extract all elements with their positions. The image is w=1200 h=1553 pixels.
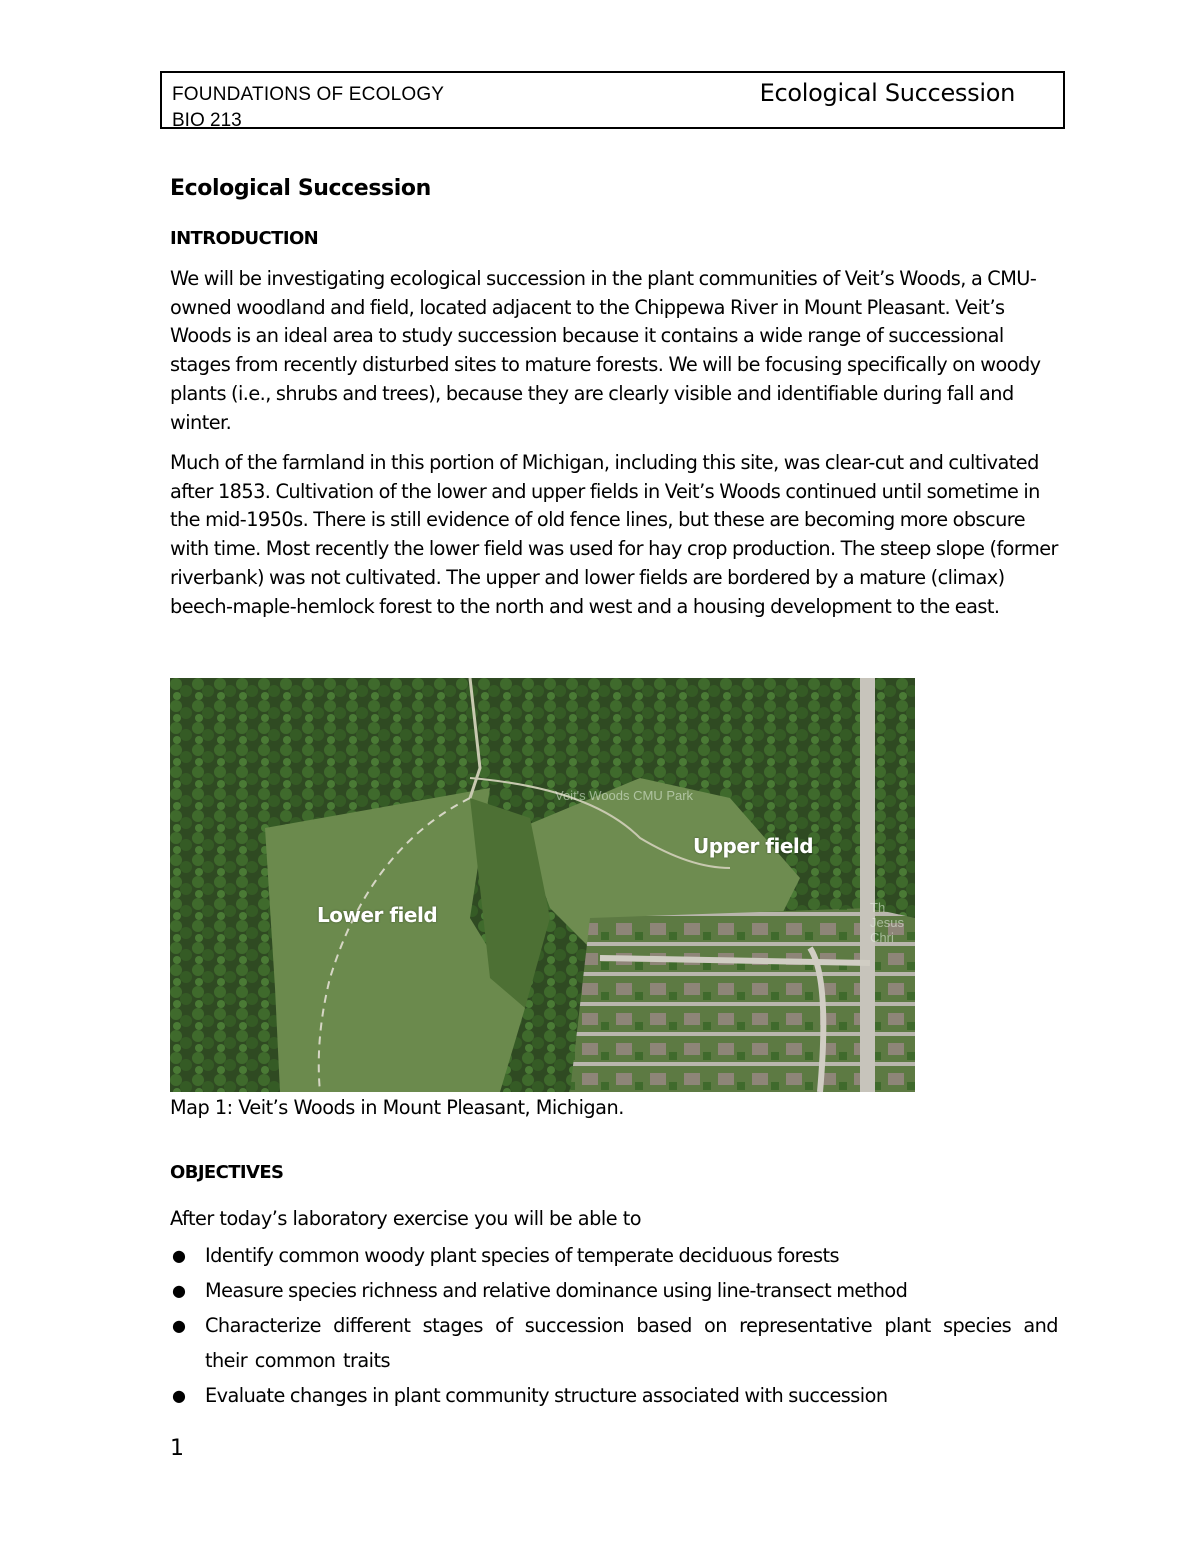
aerial-map-drawing [170, 678, 915, 1092]
park-label: Veit's Woods CMU Park [555, 788, 694, 803]
objective-text: Evaluate changes in plant community structure associated with succession [205, 1384, 888, 1407]
bullet-icon: ● [172, 1281, 186, 1300]
course-name: FOUNDATIONS OF ECOLOGY [172, 84, 445, 105]
page-number: 1 [170, 1436, 184, 1461]
objectives-intro: After today’s laboratory exercise you will be able to [170, 1207, 642, 1230]
objective-item [170, 1238, 1058, 1273]
bullet-icon: ● [172, 1316, 186, 1335]
intro-paragraph-1: We will be investigating ecological succession in the plant communities of Veit’s Woods, a CMU-owned woodland and field, located adjacent to the Chippewa River in Mount Pleasant. Veit’s Woods is an ideal area to study succession because it contains a wide range of successional stages from recently disturbed sites to mature forests. We will be focusing specifically on woody plants (i.e., shrubs and trees), because they are clearly visible and identifiable during fall and winter. [170, 267, 1041, 434]
objective-item [170, 1378, 1058, 1413]
page-header [160, 71, 1065, 129]
course-code: BIO 213 [172, 110, 242, 131]
bullet-icon: ● [172, 1386, 186, 1405]
document-title: Ecological Succession [170, 176, 431, 201]
objectives-list [170, 1238, 1058, 1413]
header-title: Ecological Succession [759, 79, 1015, 107]
map-caption: Map 1: Veit’s Woods in Mount Pleasant, Michigan. [170, 1096, 624, 1119]
objective-text: Identify common woody plant species of temperate deciduous forests [205, 1244, 839, 1267]
objective-text: Measure species richness and relative dominance using line-transect method [205, 1279, 908, 1302]
intro-paragraph-2: Much of the farmland in this portion of Michigan, including this site, was clear-cut and cultivated after 1853. Cultivation of the lower and upper fields in Veit’s Woods continued until sometime in the mid-1950s. There is still evidence of old fence lines, but these are becoming more obscure with time. Most recently the lower field was used for hay crop production. The steep slope (former riverbank) was not cultivated. The upper and lower fields are bordered by a mature (climax) beech-maple-hemlock forest to the north and west and a housing development to the east. [170, 451, 1058, 618]
objective-text: Characterize different stages of succession based on representative plant species and their common traits [205, 1314, 1058, 1372]
objective-item [170, 1273, 1058, 1308]
introduction-heading: INTRODUCTION [170, 228, 319, 249]
objective-item [170, 1308, 1058, 1378]
bullet-icon: ● [172, 1246, 186, 1265]
upper-field-label: Upper field [693, 834, 814, 858]
church-label: Th Jesus Chri [870, 900, 904, 945]
lower-field-label: Lower field [317, 903, 438, 927]
aerial-map-image [170, 678, 915, 1092]
objectives-heading: OBJECTIVES [170, 1162, 284, 1183]
